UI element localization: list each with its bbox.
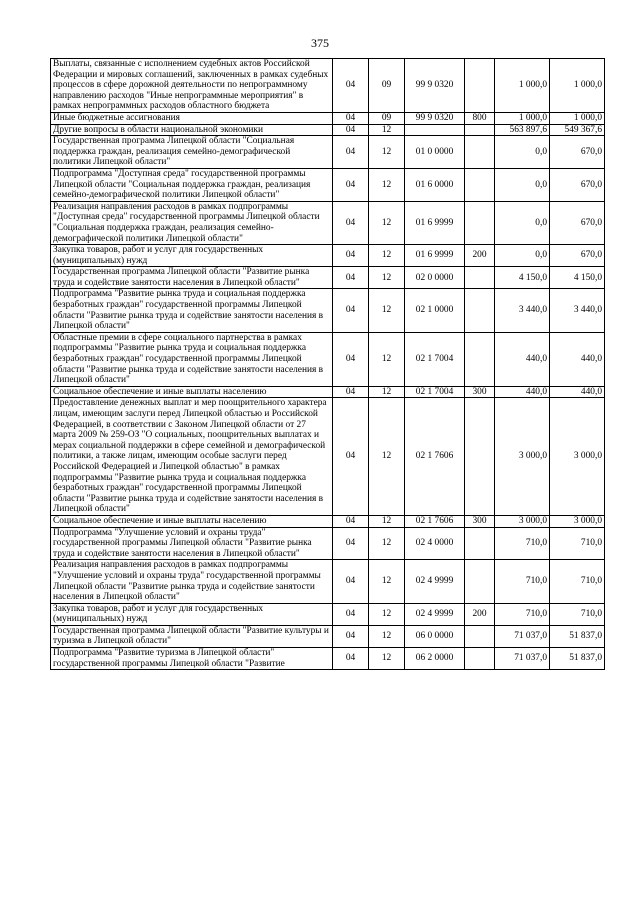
table-row xyxy=(51,59,605,113)
row-target-article: 02 0 0000 xyxy=(405,267,465,289)
row-expense-type xyxy=(465,124,495,136)
row-expense-type xyxy=(465,168,495,201)
row-name: Закупка товаров, работ и услуг для государственных (муниципальных) нужд xyxy=(51,603,333,625)
row-name: Другие вопросы в области национальной экономики xyxy=(51,124,333,136)
row-name: Подпрограмма "Доступная среда" государственной программы Липецкой области "Социальная поддержка граждан, реализация семейно-демографической политики Липецкой области" xyxy=(51,168,333,201)
row-amount-2: 3 440,0 xyxy=(550,289,605,332)
row-name: Подпрограмма "Развитие туризма в Липецкой области" государственной программы Липецкой области "Развитие xyxy=(51,648,333,670)
row-name: Выплаты, связанные с исполнением судебных актов Российской Федерации и мировых соглашений, заключенных в рамках судебных процессов в сфере дорожной деятельности по непрограммному направлению расходов "Иные непрограммные мероприятия" в рамках непрограммных расходов областного бюджета xyxy=(51,59,333,113)
row-section-code: 04 xyxy=(333,515,369,527)
table-row xyxy=(51,527,605,560)
row-subsection-code: 12 xyxy=(369,398,405,516)
row-name: Социальное обеспечение и иные выплаты населению xyxy=(51,386,333,398)
row-expense-type xyxy=(465,625,495,647)
row-expense-type xyxy=(465,59,495,113)
row-amount-1: 1 000,0 xyxy=(495,112,550,124)
table-row xyxy=(51,386,605,398)
row-subsection-code: 12 xyxy=(369,648,405,670)
row-expense-type xyxy=(465,560,495,603)
row-subsection-code: 12 xyxy=(369,527,405,560)
row-amount-1: 0,0 xyxy=(495,136,550,169)
table-row xyxy=(51,112,605,124)
row-amount-2: 670,0 xyxy=(550,168,605,201)
row-amount-1: 71 037,0 xyxy=(495,648,550,670)
row-amount-2: 670,0 xyxy=(550,136,605,169)
row-section-code: 04 xyxy=(333,112,369,124)
row-subsection-code: 09 xyxy=(369,59,405,113)
row-subsection-code: 12 xyxy=(369,136,405,169)
row-amount-2: 51 837,0 xyxy=(550,625,605,647)
row-expense-type: 200 xyxy=(465,245,495,267)
row-section-code: 04 xyxy=(333,168,369,201)
row-target-article: 99 9 0320 xyxy=(405,112,465,124)
table-row xyxy=(51,560,605,603)
row-amount-2: 670,0 xyxy=(550,201,605,244)
row-expense-type xyxy=(465,648,495,670)
row-section-code: 04 xyxy=(333,201,369,244)
row-section-code: 04 xyxy=(333,136,369,169)
row-target-article: 01 6 9999 xyxy=(405,245,465,267)
row-name: Иные бюджетные ассигнования xyxy=(51,112,333,124)
row-amount-2: 670,0 xyxy=(550,245,605,267)
row-subsection-code: 12 xyxy=(369,168,405,201)
row-amount-1: 0,0 xyxy=(495,201,550,244)
table-row xyxy=(51,267,605,289)
row-name: Государственная программа Липецкой области "Социальная поддержка граждан, реализация семейно-демографической политики Липецкой области" xyxy=(51,136,333,169)
row-amount-1: 3 000,0 xyxy=(495,398,550,516)
row-subsection-code: 12 xyxy=(369,386,405,398)
row-amount-1: 3 440,0 xyxy=(495,289,550,332)
row-target-article: 06 2 0000 xyxy=(405,648,465,670)
row-subsection-code: 12 xyxy=(369,124,405,136)
table-row xyxy=(51,625,605,647)
row-section-code: 04 xyxy=(333,245,369,267)
row-name: Государственная программа Липецкой области "Развитие рынка труда и содействие занятости населения в Липецкой области" xyxy=(51,267,333,289)
table-row xyxy=(51,515,605,527)
row-amount-2: 710,0 xyxy=(550,560,605,603)
table-row xyxy=(51,603,605,625)
row-target-article: 01 6 9999 xyxy=(405,201,465,244)
row-amount-1: 710,0 xyxy=(495,527,550,560)
row-amount-1: 440,0 xyxy=(495,386,550,398)
row-name: Государственная программа Липецкой области "Развитие культуры и туризма в Липецкой области" xyxy=(51,625,333,647)
row-target-article: 06 0 0000 xyxy=(405,625,465,647)
row-target-article: 02 4 0000 xyxy=(405,527,465,560)
row-amount-1: 4 150,0 xyxy=(495,267,550,289)
row-subsection-code: 12 xyxy=(369,289,405,332)
row-expense-type xyxy=(465,136,495,169)
row-expense-type: 300 xyxy=(465,386,495,398)
table-row xyxy=(51,201,605,244)
row-target-article: 01 6 0000 xyxy=(405,168,465,201)
row-expense-type: 200 xyxy=(465,603,495,625)
row-section-code: 04 xyxy=(333,124,369,136)
table-row xyxy=(51,398,605,516)
row-subsection-code: 12 xyxy=(369,515,405,527)
row-subsection-code: 12 xyxy=(369,332,405,386)
row-subsection-code: 12 xyxy=(369,245,405,267)
row-expense-type xyxy=(465,398,495,516)
row-amount-1: 710,0 xyxy=(495,603,550,625)
row-expense-type xyxy=(465,527,495,560)
row-amount-2: 4 150,0 xyxy=(550,267,605,289)
row-amount-1: 0,0 xyxy=(495,168,550,201)
row-section-code: 04 xyxy=(333,398,369,516)
table-row xyxy=(51,648,605,670)
row-section-code: 04 xyxy=(333,625,369,647)
row-amount-2: 440,0 xyxy=(550,386,605,398)
row-target-article: 02 1 7606 xyxy=(405,515,465,527)
row-section-code: 04 xyxy=(333,527,369,560)
row-amount-2: 1 000,0 xyxy=(550,59,605,113)
row-name: Реализация направления расходов в рамках подпрограммы "Улучшение условий и охраны труда" государственной программы Липецкой области "Развитие рынка труда и содействие занятости населения в Липецкой области" xyxy=(51,560,333,603)
row-amount-2: 1 000,0 xyxy=(550,112,605,124)
row-target-article: 02 1 7004 xyxy=(405,332,465,386)
row-name: Предоставление денежных выплат и мер поощрительного характера лицам, имеющим заслуги перед Липецкой областью и Российской Федерацией, в соответствии с Законом Липецкой области от 27 марта 2009 № 259-ОЗ "О социальных, поощрительных выплатах и мерах социальной поддержки в сфере семейной и демографической политики, а также лицам, имеющим особые заслуги перед Российской Федерацией и Липецкой областью" в рамках подпрограммы "Развитие рынка труда и социальная поддержка безработных граждан" государственной программы Липецкой области "Развитие рынка труда и содействие занятости населения в Липецкой области" xyxy=(51,398,333,516)
row-name: Закупка товаров, работ и услуг для государственных (муниципальных) нужд xyxy=(51,245,333,267)
table-row xyxy=(51,245,605,267)
table-row xyxy=(51,289,605,332)
row-section-code: 04 xyxy=(333,267,369,289)
page-number: 375 xyxy=(311,36,329,50)
budget-table xyxy=(50,58,605,670)
row-section-code: 04 xyxy=(333,648,369,670)
table-row xyxy=(51,332,605,386)
table-row xyxy=(51,136,605,169)
table-row xyxy=(51,124,605,136)
row-section-code: 04 xyxy=(333,59,369,113)
row-target-article: 02 1 0000 xyxy=(405,289,465,332)
row-amount-1: 710,0 xyxy=(495,560,550,603)
row-amount-1: 1 000,0 xyxy=(495,59,550,113)
row-amount-1: 440,0 xyxy=(495,332,550,386)
row-subsection-code: 12 xyxy=(369,603,405,625)
row-amount-2: 51 837,0 xyxy=(550,648,605,670)
row-section-code: 04 xyxy=(333,603,369,625)
row-name: Социальное обеспечение и иные выплаты населению xyxy=(51,515,333,527)
row-section-code: 04 xyxy=(333,289,369,332)
row-expense-type xyxy=(465,332,495,386)
row-expense-type xyxy=(465,289,495,332)
row-section-code: 04 xyxy=(333,386,369,398)
row-name: Областные премии в сфере социального партнерства в рамках подпрограммы "Развитие рынка труда и социальная поддержка безработных граждан" государственной программы Липецкой области "Развитие рынка труда и содействие занятости населения в Липецкой области" xyxy=(51,332,333,386)
table-row xyxy=(51,168,605,201)
row-section-code: 04 xyxy=(333,332,369,386)
row-amount-1: 3 000,0 xyxy=(495,515,550,527)
row-target-article: 02 4 9999 xyxy=(405,560,465,603)
row-subsection-code: 09 xyxy=(369,112,405,124)
row-amount-2: 710,0 xyxy=(550,603,605,625)
row-name: Подпрограмма "Развитие рынка труда и социальная поддержка безработных граждан" государственной программы Липецкой области "Развитие рынка труда и содействие занятости населения в Липецкой области" xyxy=(51,289,333,332)
row-target-article: 02 1 7004 xyxy=(405,386,465,398)
row-amount-1: 0,0 xyxy=(495,245,550,267)
row-amount-1: 71 037,0 xyxy=(495,625,550,647)
row-amount-2: 710,0 xyxy=(550,527,605,560)
row-amount-2: 440,0 xyxy=(550,332,605,386)
row-target-article: 01 0 0000 xyxy=(405,136,465,169)
row-subsection-code: 12 xyxy=(369,560,405,603)
row-expense-type xyxy=(465,267,495,289)
row-subsection-code: 12 xyxy=(369,625,405,647)
row-target-article: 02 1 7606 xyxy=(405,398,465,516)
row-expense-type xyxy=(465,201,495,244)
row-target-article: 99 9 0320 xyxy=(405,59,465,113)
row-amount-1: 563 897,6 xyxy=(495,124,550,136)
row-expense-type: 800 xyxy=(465,112,495,124)
row-subsection-code: 12 xyxy=(369,201,405,244)
row-target-article: 02 4 9999 xyxy=(405,603,465,625)
row-amount-2: 3 000,0 xyxy=(550,515,605,527)
row-amount-2: 549 367,6 xyxy=(550,124,605,136)
row-amount-2: 3 000,0 xyxy=(550,398,605,516)
row-subsection-code: 12 xyxy=(369,267,405,289)
row-name: Реализация направления расходов в рамках подпрограммы "Доступная среда" государственной программы Липецкой области "Социальная поддержка граждан, реализация семейно-демографической политики Липецкой области" xyxy=(51,201,333,244)
row-expense-type: 300 xyxy=(465,515,495,527)
row-section-code: 04 xyxy=(333,560,369,603)
row-target-article xyxy=(405,124,465,136)
row-name: Подпрограмма "Улучшение условий и охраны труда" государственной программы Липецкой области "Развитие рынка труда и содействие занятости населения в Липецкой области" xyxy=(51,527,333,560)
